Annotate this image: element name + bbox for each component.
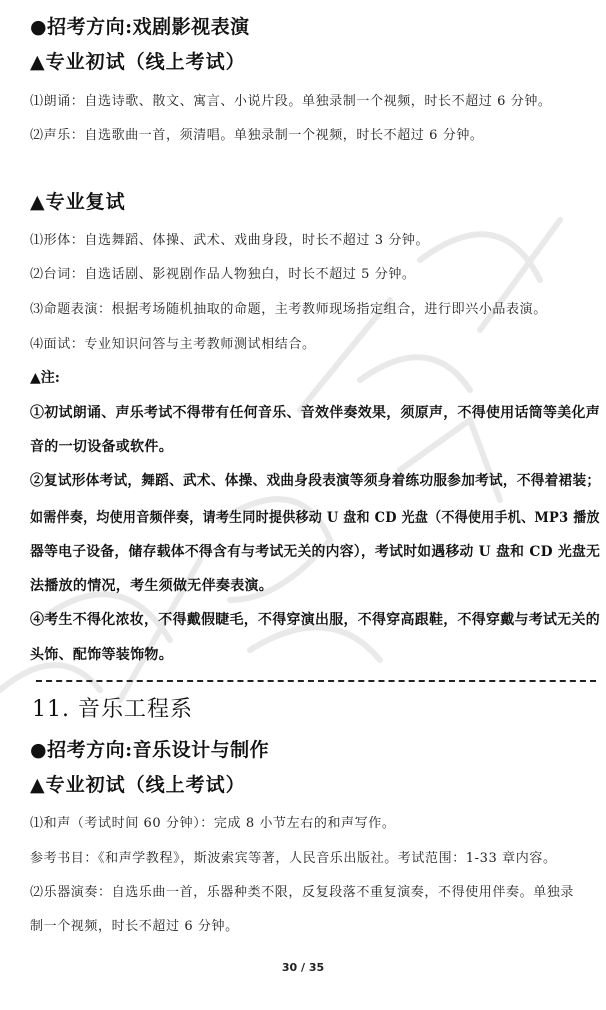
direction-drama: ●招考方向:戏剧影视表演 <box>30 16 250 38</box>
prelim-item-2: ⑵声乐：自选歌曲一首，须清唱。单独录制一个视频，时长不超过 6 分钟。 <box>30 128 484 143</box>
prelim-heading-music: ▲专业初试（线上考试） <box>30 774 246 796</box>
retest-item-3: ⑶命题表演：根据考场随机抽取的命题，主考教师现场指定组合，进行即兴小品表演。 <box>30 302 547 317</box>
music-item-1: ⑴和声（考试时间 60 分钟）：完成 8 小节左右的和声写作。 <box>30 816 396 831</box>
retest-item-1: ⑴形体：自选舞蹈、体操、武术、戏曲身段，时长不超过 3 分钟。 <box>30 233 430 248</box>
retest-item-2: ⑵台词：自选话剧、影视剧作品人物独白，时长不超过 5 分钟。 <box>30 267 416 282</box>
music-item-4: 制一个视频，时长不超过 6 分钟。 <box>30 919 239 934</box>
retest-heading: ▲专业复试 <box>30 191 126 213</box>
note-line: ④考生不得化浓妆，不得戴假睫毛，不得穿演出服，不得穿高跟鞋，不得穿戴与考试无关的 <box>30 612 600 628</box>
section-title: 11. 音乐工程系 <box>32 697 193 722</box>
note-line: 法播放的情况，考生须做无伴奏表演。 <box>30 578 274 594</box>
section-divider <box>36 680 596 682</box>
note-heading: ▲注: <box>30 370 60 386</box>
direction-music: ●招考方向:音乐设计与制作 <box>30 739 270 761</box>
prelim-heading-drama: ▲专业初试（线上考试） <box>30 51 246 73</box>
note-line: ①初试朗诵、声乐考试不得带有任何音乐、音效伴奏效果，须原声，不得使用话筒等美化声 <box>30 405 600 421</box>
note-line: 头饰、配饰等装饰物。 <box>30 647 173 663</box>
note-line: ②复试形体考试，舞蹈、武术、体操、戏曲身段表演等须身着练功服参加考试，不得着裙装； <box>30 473 601 489</box>
retest-item-4: ⑷面试：专业知识问答与主考教师测试相结合。 <box>30 337 316 352</box>
page-number: 30 / 35 <box>281 961 325 974</box>
note-line: 如需伴奏，均使用音频伴奏，请考生同时提供移动 U 盘和 CD 光盘（不得使用手机、MP3 播放 <box>30 510 600 526</box>
music-item-2: 参考书目：《和声学教程》，斯波索宾等著，人民音乐出版社。考试范围：1-33 章内容。 <box>30 851 557 866</box>
prelim-item-1: ⑴朗诵：自选诗歌、散文、寓言、小说片段。单独录制一个视频，时长不超过 6 分钟。 <box>30 94 552 109</box>
note-line: 器等电子设备，储存载体不得含有与考试无关的内容），考试时如遇移动 U 盘和 CD 光盘无 <box>30 544 601 560</box>
note-line: 音的一切设备或软件。 <box>30 439 173 455</box>
music-item-3: ⑵乐器演奏：自选乐曲一首，乐器种类不限，反复段落不重复演奏，不得使用伴奏。单独录 <box>30 885 575 900</box>
